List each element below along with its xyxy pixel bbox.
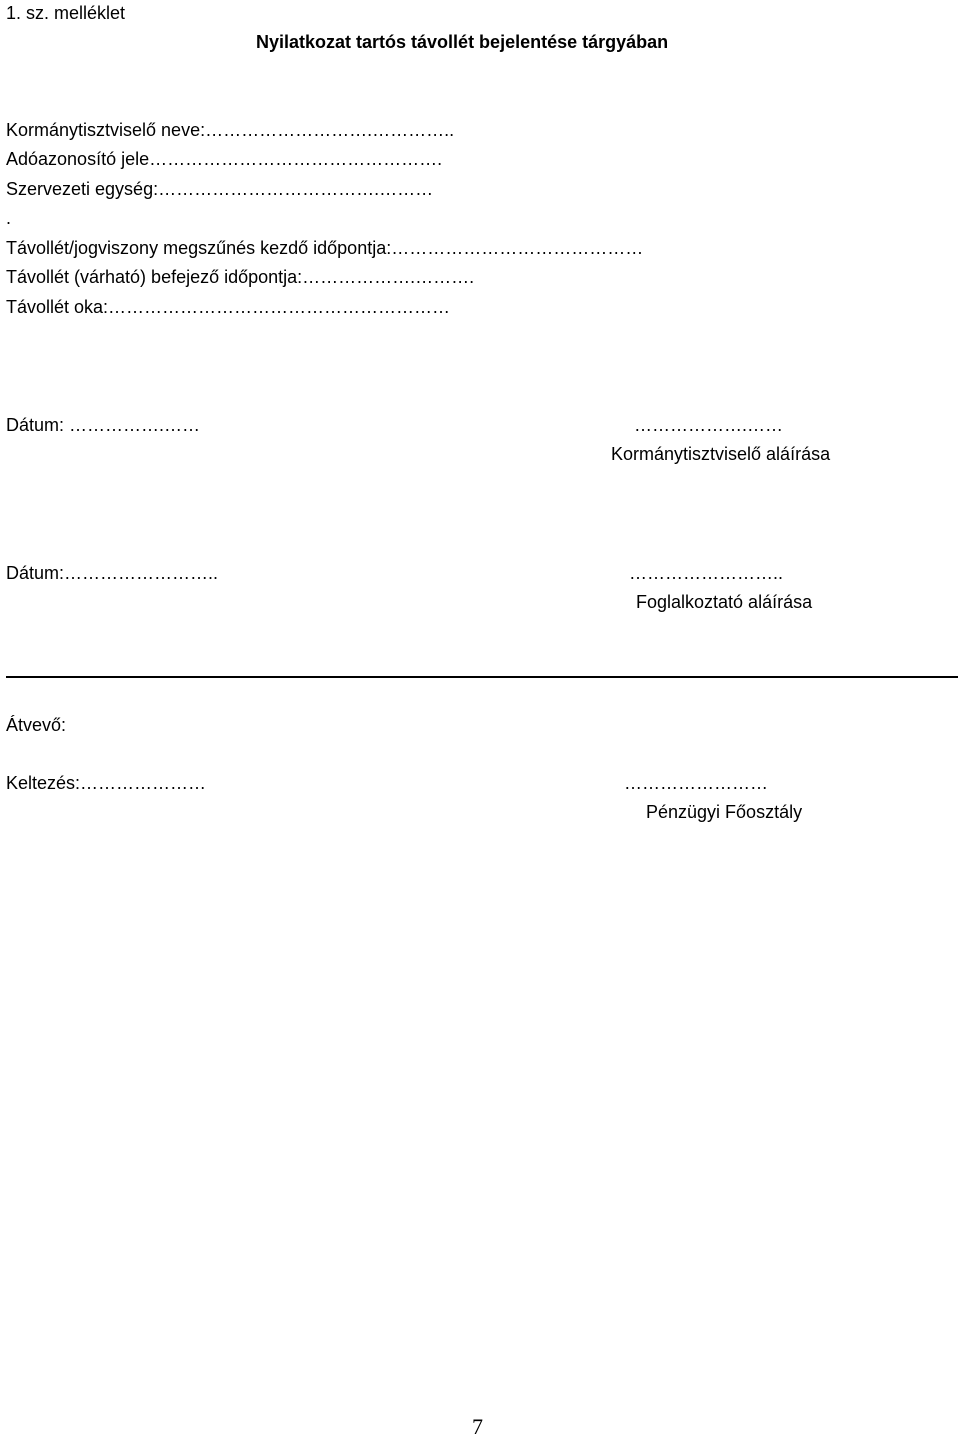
finance-department-label: Pénzügyi Főosztály <box>646 802 803 822</box>
employee-signature-label: Kormánytisztviselő aláírása <box>611 444 831 464</box>
document-title: Nyilatkozat tartós távollét bejelentése tárgyában <box>256 32 669 52</box>
finance-signature-dots: …………………… <box>624 773 768 793</box>
annex-label: 1. sz. melléklet <box>6 3 126 23</box>
received-by-label: Átvevő: <box>6 715 67 735</box>
field-org-unit: Szervezeti egység:……………………………….……… <box>6 179 434 199</box>
field-tax-id: Adóazonosító jele…………………………………………. <box>6 149 443 169</box>
employer-signature-label: Foglalkoztató aláírása <box>636 592 813 612</box>
field-absence-start: Távollét/jogviszony megszűnés kezdő időpontja:…………………………………… <box>6 238 644 258</box>
field-employee-name: Kormánytisztviselő neve:……………………….………….. <box>6 120 455 140</box>
employee-date: Dátum: …………….…… <box>6 415 201 435</box>
employee-signature-dots: ……………….…… <box>634 415 784 435</box>
employer-signature-dots: …………………….. <box>629 563 784 583</box>
field-absence-end: Távollét (várható) befejező időpontja:……………….………. <box>6 267 475 287</box>
section-divider <box>6 676 958 678</box>
field-dot-line: . <box>6 208 12 228</box>
page-number: 7 <box>472 1414 483 1439</box>
dated-line: Keltezés:………………… <box>6 773 207 793</box>
field-absence-reason: Távollét oka:………………………………………………… <box>6 297 451 317</box>
employer-date: Dátum:…………………….. <box>6 563 219 583</box>
